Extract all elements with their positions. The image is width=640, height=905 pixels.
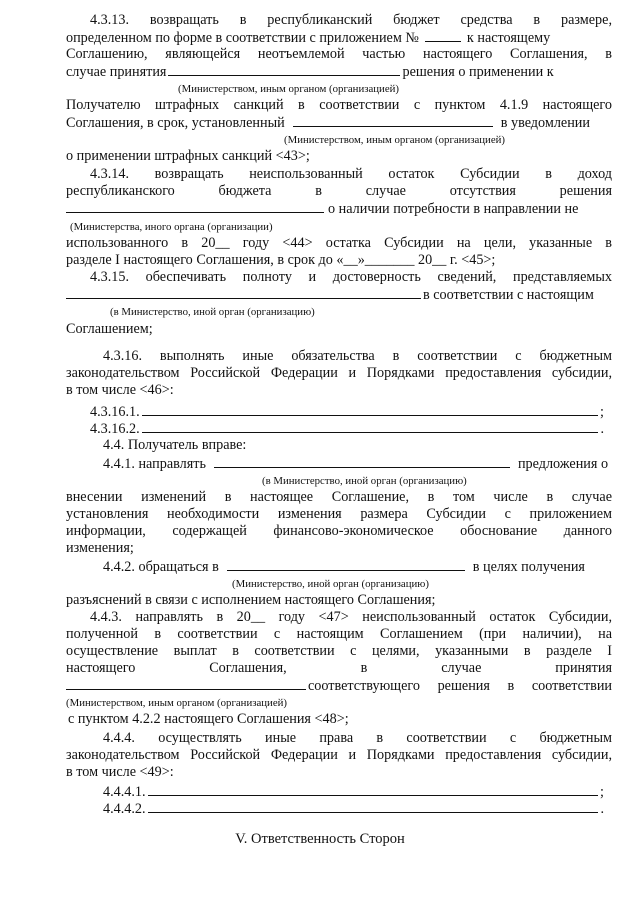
note-ministry-6: (Министерство, иной орган (организацию) [232, 578, 429, 590]
note-ministry-3: (Министерства, иного органа (организации) [70, 221, 273, 233]
obligation-2-blank [142, 420, 599, 433]
right-2-blank [148, 800, 599, 813]
appendix-number-blank [425, 29, 461, 42]
clause-4-3-13-line-6: Соглашения, в срок, установленный в уведомлении [66, 115, 590, 131]
clause-4-4-3-line-6: с пунктом 4.2.2 настоящего Соглашения <48>; [68, 711, 349, 727]
note-ministry-7: (Министерством, иным органом (организацией) [66, 697, 287, 709]
clause-4-4-4-line-1: 4.4.4. осуществлять иные права в соответствии с бюджетным [103, 730, 612, 746]
clause-4-4-3-line-1: 4.4.3. направлять в 20__ году <47> неиспользованный остаток Субсидии, [90, 609, 612, 625]
clause-4-4-3-line-3: осуществление выплат в соответствии с целями, указанными в разделе I [66, 643, 612, 659]
clause-4-4-4-2: 4.4.4.2. . [103, 801, 604, 817]
clause-4-4-4-line-2: законодательством Российской Федерации и Порядками предоставления субсидии, [66, 747, 612, 763]
clause-4-3-15-line-1: 4.3.15. обеспечивать полноту и достоверность сведений, представляемых [90, 269, 612, 285]
clause-4-3-14-line-3: о наличии потребности в направлении не [66, 200, 612, 218]
clause-4-4-1-line-1: 4.4.1. направлять предложения о [103, 456, 609, 472]
note-ministry-5: (в Министерство, иной орган (организацию) [262, 475, 467, 487]
clause-4-4-1-line-5: изменения; [66, 540, 134, 556]
clarification-authority-blank [227, 558, 465, 571]
clause-4-3-13-line-5: Получателю штрафных санкций в соответствии с пунктом 4.1.9 настоящего [66, 97, 612, 113]
decision-authority-blank-2 [66, 677, 306, 690]
note-ministry-1: (Министерством, иным органом (организацией) [178, 83, 399, 95]
clause-4-3-15-line-2: в соответствии с настоящим [66, 286, 612, 304]
clause-4-3-14-line-4: использованного в 20__ году <44> остатка Субсидии на цели, указанные в [66, 235, 612, 251]
clause-4-3-15-line-3: Соглашением; [66, 321, 153, 337]
clause-4-3-16-2: 4.3.16.2. . [90, 421, 604, 437]
clause-4-3-16-line-1: 4.3.16. выполнять иные обязательства в соответствии с бюджетным [103, 348, 612, 364]
clause-4-3-14-line-5: разделе I настоящего Соглашения, в срок до «__»_______ 20__ г. <45>; [66, 252, 496, 268]
decision-authority-blank [168, 63, 400, 76]
obligation-1-blank [142, 403, 598, 416]
clause-4-4-3-line-5: соответствующего решения в соответствии [66, 677, 612, 695]
clause-4-4-4-1: 4.4.4.1. ; [103, 784, 604, 800]
clause-4-3-14-line-2: республиканского бюджета в случае отсутствия решения [66, 183, 612, 199]
clause-4-4-1-line-4: информации, содержащей финансово-экономическое обоснование данного [66, 523, 612, 539]
clause-4-4-heading: 4.4. Получатель вправе: [103, 437, 247, 453]
clause-4-3-16-1: 4.3.16.1. ; [90, 404, 604, 420]
section-title: V. Ответственность Сторон [235, 831, 405, 847]
clause-4-3-13-line-4: случае принятия решения о применении к [66, 64, 554, 80]
clause-4-3-13-line-3: Соглашению, являющейся неотъемлемой частью настоящего Соглашения, в [66, 46, 612, 62]
clause-4-3-13-line-2: определенном по форме в соответствии с приложением № к настоящему [66, 30, 551, 46]
clause-4-4-2-line-2: разъяснений в связи с исполнением настоящего Соглашения; [66, 592, 436, 608]
clause-4-3-14-line-1: 4.3.14. возвращать неиспользованный остаток Субсидии в доход [90, 166, 612, 182]
clause-4-3-16-line-3: в том числе <46>: [66, 382, 174, 398]
clause-4-3-13-line-1: 4.3.13. возвращать в республиканский бюджет средства в размере, [90, 12, 612, 28]
clause-4-4-3-line-4: настоящего Соглашения, в случае принятия [66, 660, 612, 676]
clause-4-4-2-line-1: 4.4.2. обращаться в в целях получения [103, 559, 585, 575]
clause-4-4-3-line-2: полученной в соответствии с настоящим Соглашением (при наличии), на [66, 626, 612, 642]
clause-4-4-1-line-3: установления необходимости изменения размера Субсидии с приложением [66, 506, 612, 522]
note-ministry-2: (Министерством, иным органом (организацией) [284, 134, 505, 146]
need-authority-blank [66, 200, 324, 213]
clause-4-4-4-line-3: в том числе <49>: [66, 764, 174, 780]
clause-4-3-16-line-2: законодательством Российской Федерации и Порядками предоставления субсидии, [66, 365, 612, 381]
report-recipient-blank [66, 286, 421, 299]
note-ministry-4: (в Министерство, иной орган (организацию) [110, 306, 315, 318]
notice-authority-blank [293, 114, 493, 127]
proposal-recipient-blank [214, 455, 510, 468]
right-1-blank [148, 783, 598, 796]
clause-4-3-13-line-7: о применении штрафных санкций <43>; [66, 148, 310, 164]
clause-4-4-1-line-2: внесении изменений в настоящее Соглашение, в том числе в случае [66, 489, 612, 505]
